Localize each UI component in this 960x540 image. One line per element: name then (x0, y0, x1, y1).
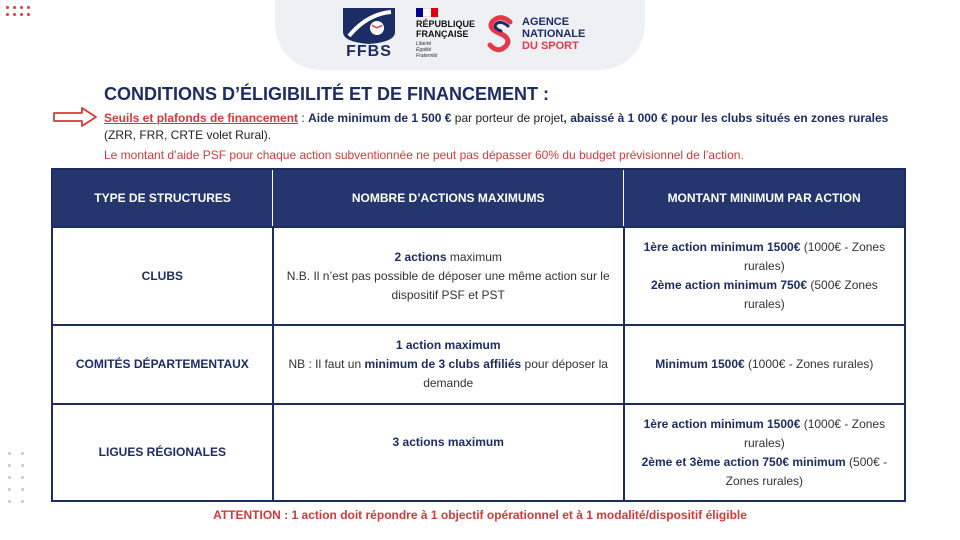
psf-limit-note: Le montant d’aide PSF pour chaque action subventionnée ne peut pas dépasser 60% du budget prévisionnel de l’action. (104, 148, 744, 162)
amount-cell: 1ère action minimum 1500€ (1000€ - Zones rurales) 2ème et 3ème action 750€ minimum (500€ - Zones rurales) (624, 404, 905, 501)
column-header-amount: MONTANT MINIMUM PAR ACTION (624, 169, 905, 227)
decorative-dots-top (6, 6, 30, 16)
actions-cell: 2 actions maximum N.B. Il n’est pas possible de déposer une même action sur le dispositif PSF et PST (273, 227, 624, 325)
thresholds-heading: Seuils et plafonds de financement (104, 111, 299, 125)
table-row-comites (52, 325, 905, 404)
structure-type-cell: COMITÉS DÉPARTEMENTAUX (52, 325, 273, 404)
column-header-type: TYPE DE STRUCTURES (52, 169, 273, 227)
table-row-clubs (52, 227, 905, 325)
republique-francaise-logo (416, 8, 478, 59)
actions-cell: 3 actions maximum (273, 404, 624, 501)
column-header-actions: NOMBRE D’ACTIONS MAXIMUMS (273, 169, 624, 227)
eligibility-table (51, 168, 906, 502)
ans-logo-text: AGENCE NATIONALE DU SPORT (522, 16, 586, 52)
rf-name-line-2: FRANÇAISE (416, 29, 469, 39)
funding-thresholds-text: Seuils et plafonds de financement : Aide minimum de 1 500 € par porteur de projet, abaissé à 1 000 € pour les clubs situés en zones rurales (ZRR, FRR, CRTE volet Rural). (104, 111, 889, 142)
ffbs-logo-text: FFBS (346, 43, 392, 60)
arrow-right-icon (52, 107, 98, 127)
table-header-row (52, 169, 905, 227)
rf-motto: Liberté Égalité Fraternité (416, 41, 438, 59)
ans-logo-icon (486, 14, 516, 54)
amount-cell: Minimum 1500€ (1000€ - Zones rurales) (624, 325, 905, 404)
attention-footer: ATTENTION : 1 action doit répondre à 1 objectif opérationnel et à 1 modalité/dispositif éligible (213, 508, 747, 522)
actions-cell: 1 action maximum NB : Il faut un minimum de 3 clubs affiliés pour déposer la demande (273, 325, 624, 404)
table-row-ligues (52, 404, 905, 501)
rf-name-line-1: RÉPUBLIQUE (416, 19, 476, 29)
page-title: CONDITIONS D’ÉLIGIBILITÉ ET DE FINANCEMENT : (104, 84, 549, 104)
french-flag-icon (416, 8, 438, 17)
decorative-dots-bottom (8, 452, 24, 503)
amount-cell: 1ère action minimum 1500€ (1000€ - Zones rurales) 2ème action minimum 750€ (500€ Zones rurales) (624, 227, 905, 325)
structure-type-cell: CLUBS (52, 227, 273, 325)
structure-type-cell: LIGUES RÉGIONALES (52, 404, 273, 501)
